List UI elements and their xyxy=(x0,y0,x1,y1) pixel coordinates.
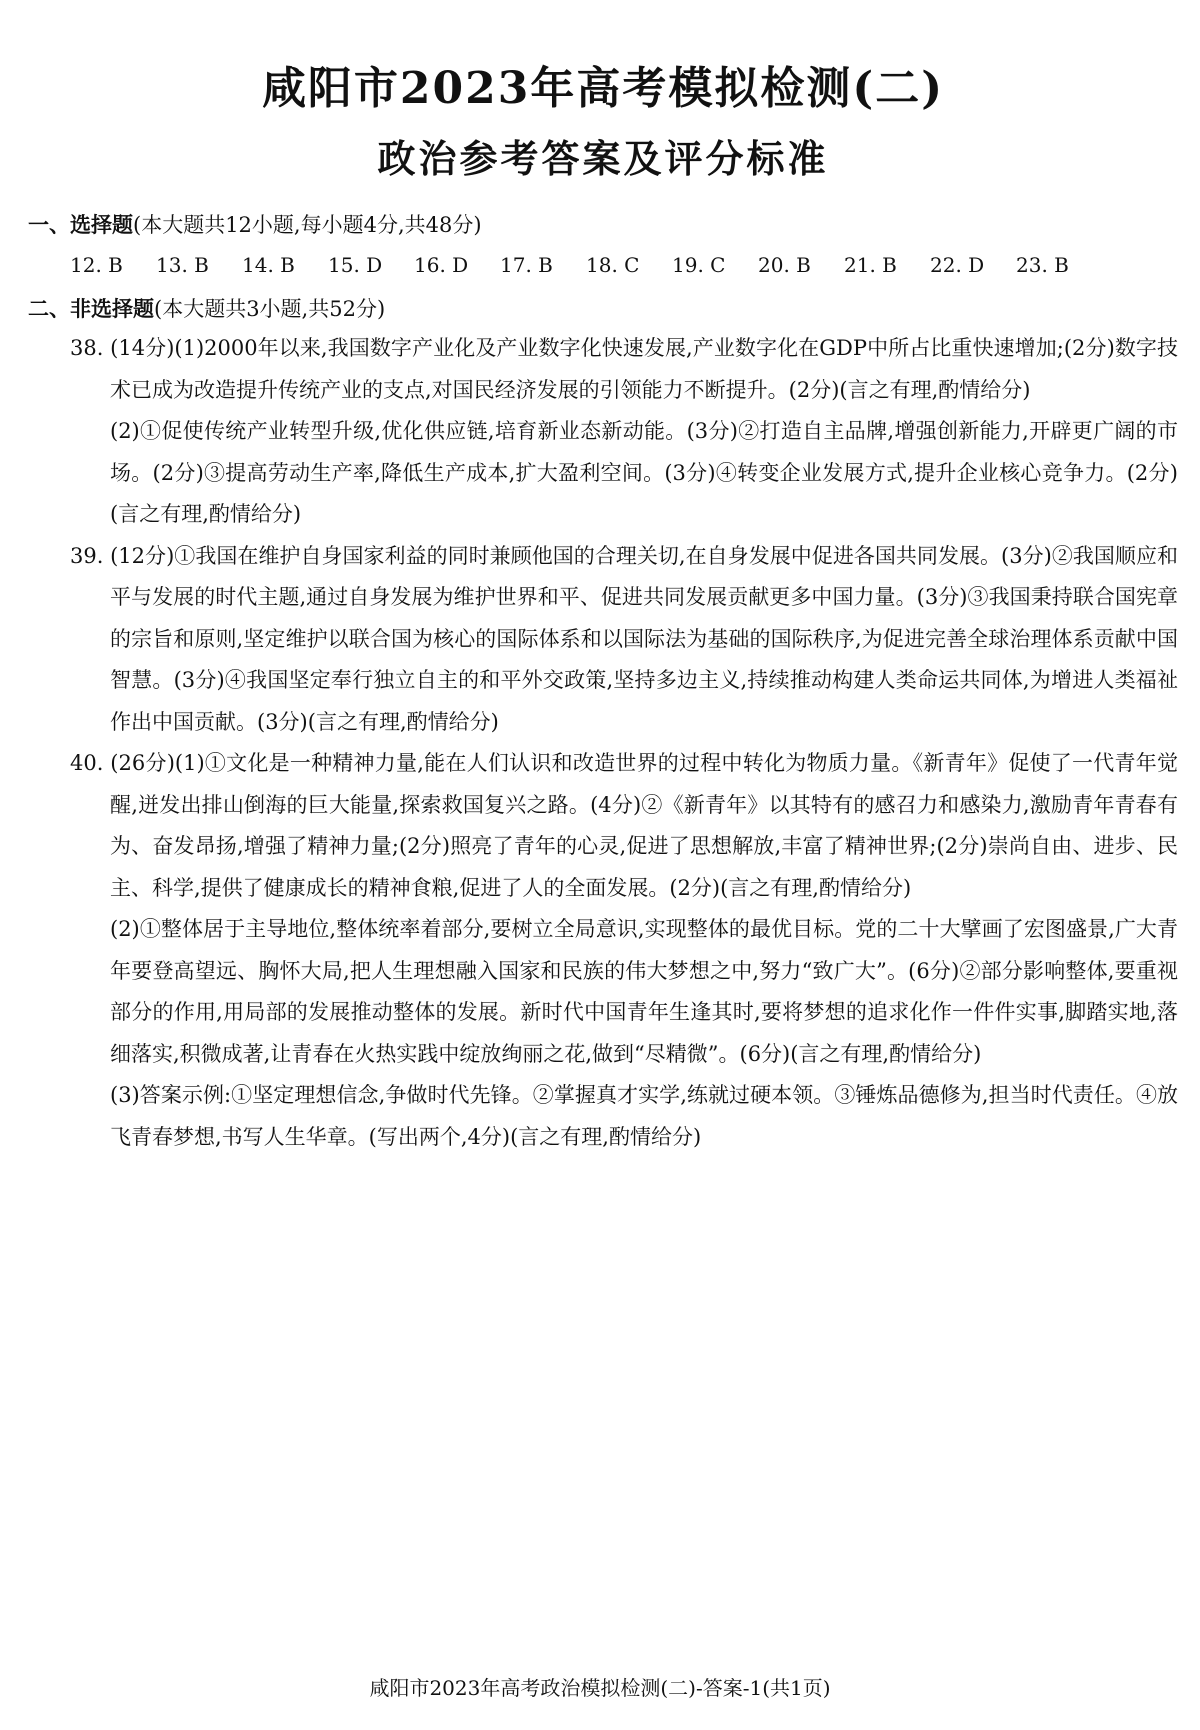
section-multiple-choice-label: 一、选择题 xyxy=(28,213,133,237)
question-38-part1: 38. (14分)(1)2000年以来,我国数字产业化及产业数字化快速发展,产业数字化在GDP中所占比重快速增加;(2分)数字技术已成为改造提升传统产业的支点,对国民经济发展的引领能力不断提升。(2分)(言之有理,酌情给分) xyxy=(70,336,1178,402)
section-multiple-choice-heading xyxy=(28,206,1178,244)
question-40-part2: (2)①整体居于主导地位,整体统率着部分,要树立全局意识,实现整体的最优目标。党的二十大擘画了宏图盛景,广大青年要登高望远、胸怀大局,把人生理想融入国家和民族的伟大梦想之中,努力“致广大”。(6分)②部分影响整体,要重视部分的作用,用局部的发展推动整体的发展。新时代中国青年生逢其时,要将梦想的追求化作一件件实事,脚踏实地,落细落实,积微成著,让青春在火热实践中绽放绚丽之花,做到“尽精微”。(6分)(言之有理,酌情给分) xyxy=(110,917,1178,1066)
answer-item: 12. B xyxy=(70,253,123,277)
answer-item: 17. B xyxy=(500,253,553,277)
answer-item: 13. B xyxy=(156,253,209,277)
answer-item: 15. D xyxy=(328,253,383,277)
answer-item: 19. C xyxy=(672,253,726,277)
answer-item: 16. D xyxy=(414,253,469,277)
section-open-questions-heading xyxy=(28,290,1178,328)
answer-item: 21. B xyxy=(844,253,897,277)
document-title: 咸阳市2023年高考模拟检测(二) xyxy=(261,63,945,114)
question-40-part3: (3)答案示例:①坚定理想信念,争做时代先锋。②掌握真才实学,练就过硬本领。③锤炼品德修为,担当时代责任。④放飞青春梦想,书写人生华章。(写出两个,4分)(言之有理,酌情给分) xyxy=(110,1083,1178,1149)
question-38-part2: (2)①促使传统产业转型升级,优化供应链,培育新业态新动能。(3分)②打造自主品牌,增强创新能力,开辟更广阔的市场。(2分)③提高劳动生产率,降低生产成本,扩大盈利空间。(3分)④转变企业发展方式,提升企业核心竞争力。(2分)(言之有理,酌情给分) xyxy=(110,419,1178,526)
question-40-part1: 40. (26分)(1)①文化是一种精神力量,能在人们认识和改造世界的过程中转化为物质力量。《新青年》促使了一代青年觉醒,迸发出排山倒海的巨大能量,探索救国复兴之路。(4分)②《新青年》以其特有的感召力和感染力,激励青年青春有为、奋发昂扬,增强了精神力量;(2分)照亮了青年的心灵,促进了思想解放,丰富了精神世界;(2分)崇尚自由、进步、民主、科学,提供了健康成长的精神食粮,促进了人的全面发展。(2分)(言之有理,酌情给分) xyxy=(70,751,1178,900)
answer-item: 14. B xyxy=(242,253,295,277)
page-footer: 咸阳市2023年高考政治模拟检测(二)-答案-1(共1页) xyxy=(369,1676,831,1700)
answer-item: 23. B xyxy=(1016,253,1069,277)
document-subtitle: 政治参考答案及评分标准 xyxy=(377,137,829,181)
section-multiple-choice-desc: (本大题共12小题,每小题4分,共48分) xyxy=(133,213,482,237)
question-39: 39. (12分)①我国在维护自身国家利益的同时兼顾他国的合理关切,在自身发展中促进各国共同发展。(3分)②我国顺应和平与发展的时代主题,通过自身发展为维护世界和平、促进共同发展贡献更多中国力量。(3分)③我国秉持联合国宪章的宗旨和原则,坚定维护以联合国为核心的国际体系和以国际法为基础的国际秩序,为促进完善全球治理体系贡献中国智慧。(3分)④我国坚定奉行独立自主的和平外交政策,坚持多边主义,持续推动构建人类命运共同体,为增进人类福祉作出中国贡献。(3分)(言之有理,酌情给分) xyxy=(70,543,1178,734)
section-open-questions-desc: (本大题共3小题,共52分) xyxy=(154,297,386,321)
answer-item: 18. C xyxy=(586,253,640,277)
section-open-questions-label: 二、非选择题 xyxy=(28,297,154,321)
answer-item: 20. B xyxy=(758,253,811,277)
answer-item: 22. D xyxy=(930,253,985,277)
multiple-choice-answers xyxy=(28,244,1178,286)
